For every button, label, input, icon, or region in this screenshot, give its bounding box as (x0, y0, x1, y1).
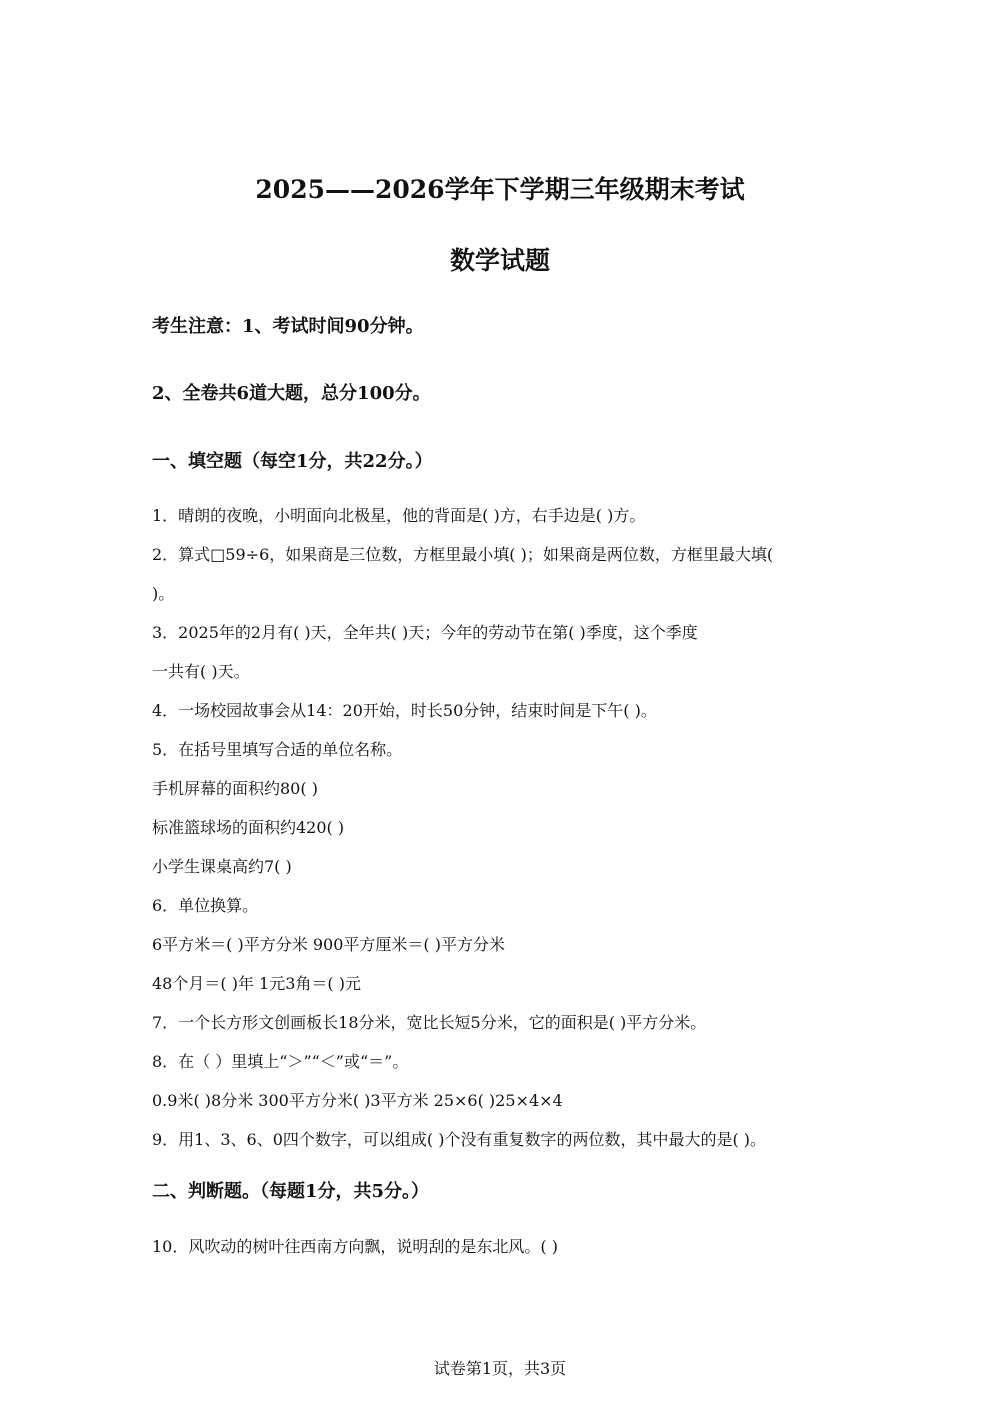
exam-title: 2025——2026学年下学期三年级期末考试 (255, 175, 745, 204)
question-10: 10．风吹动的树叶往西南方向飘，说明刮的是东北风。( ) (152, 1237, 558, 1256)
question-5-item-b: 标准篮球场的面积约420( ) (152, 818, 345, 837)
question-3-line-1: 3．2025年的2月有( )天，全年共( )天；今年的劳动节在第( )季度，这个季度 (152, 623, 698, 642)
notice-line-1: 考生注意：1、考试时间90分钟。 (152, 316, 424, 337)
question-8: 8．在（ ）里填上“＞”“＜”或“＝”。 (152, 1052, 409, 1071)
question-8-row: 0.9米( )8分米 300平方分米( )3平方米 25×6( )25×4×4 (152, 1091, 563, 1110)
question-5-item-a: 手机屏幕的面积约80( ) (152, 779, 318, 798)
question-4: 4．一场校园故事会从14：20开始，时长50分钟，结束时间是下午( )。 (152, 701, 657, 720)
question-2-line-1: 2．算式□59÷6，如果商是三位数，方框里最小填( )；如果商是两位数，方框里最大填( (152, 545, 774, 564)
question-5-item-c: 小学生课桌高约7( ) (152, 857, 292, 876)
question-6-row-2: 48个月＝( )年 1元3角＝( )元 (152, 974, 361, 993)
question-6: 6．单位换算。 (152, 896, 259, 915)
question-3-line-2: 一共有( )天。 (152, 662, 250, 681)
section-heading-fill-in: 一、填空题（每空1分，共22分。） (152, 451, 433, 472)
notice-line-2: 2、全卷共6道大题，总分100分。 (152, 383, 431, 404)
page-footer: 试卷第1页，共3页 (433, 1359, 567, 1378)
question-6-row-1: 6平方米＝( )平方分米 900平方厘米＝( )平方分米 (152, 935, 505, 954)
exam-subtitle: 数学试题 (449, 246, 550, 275)
question-5: 5．在括号里填写合适的单位名称。 (152, 740, 403, 759)
section-heading-true-false: 二、判断题。（每题1分，共5分。） (152, 1181, 430, 1202)
question-2-line-2: )。 (152, 584, 175, 603)
question-9: 9．用1、3、6、0四个数字，可以组成( )个没有重复数字的两位数，其中最大的是( )。 (152, 1130, 767, 1149)
question-7: 7．一个长方形文创画板长18分米，宽比长短5分米，它的面积是( )平方分米。 (152, 1013, 707, 1032)
question-1: 1．晴朗的夜晚，小明面向北极星，他的背面是( )方，右手边是( )方。 (152, 506, 646, 525)
